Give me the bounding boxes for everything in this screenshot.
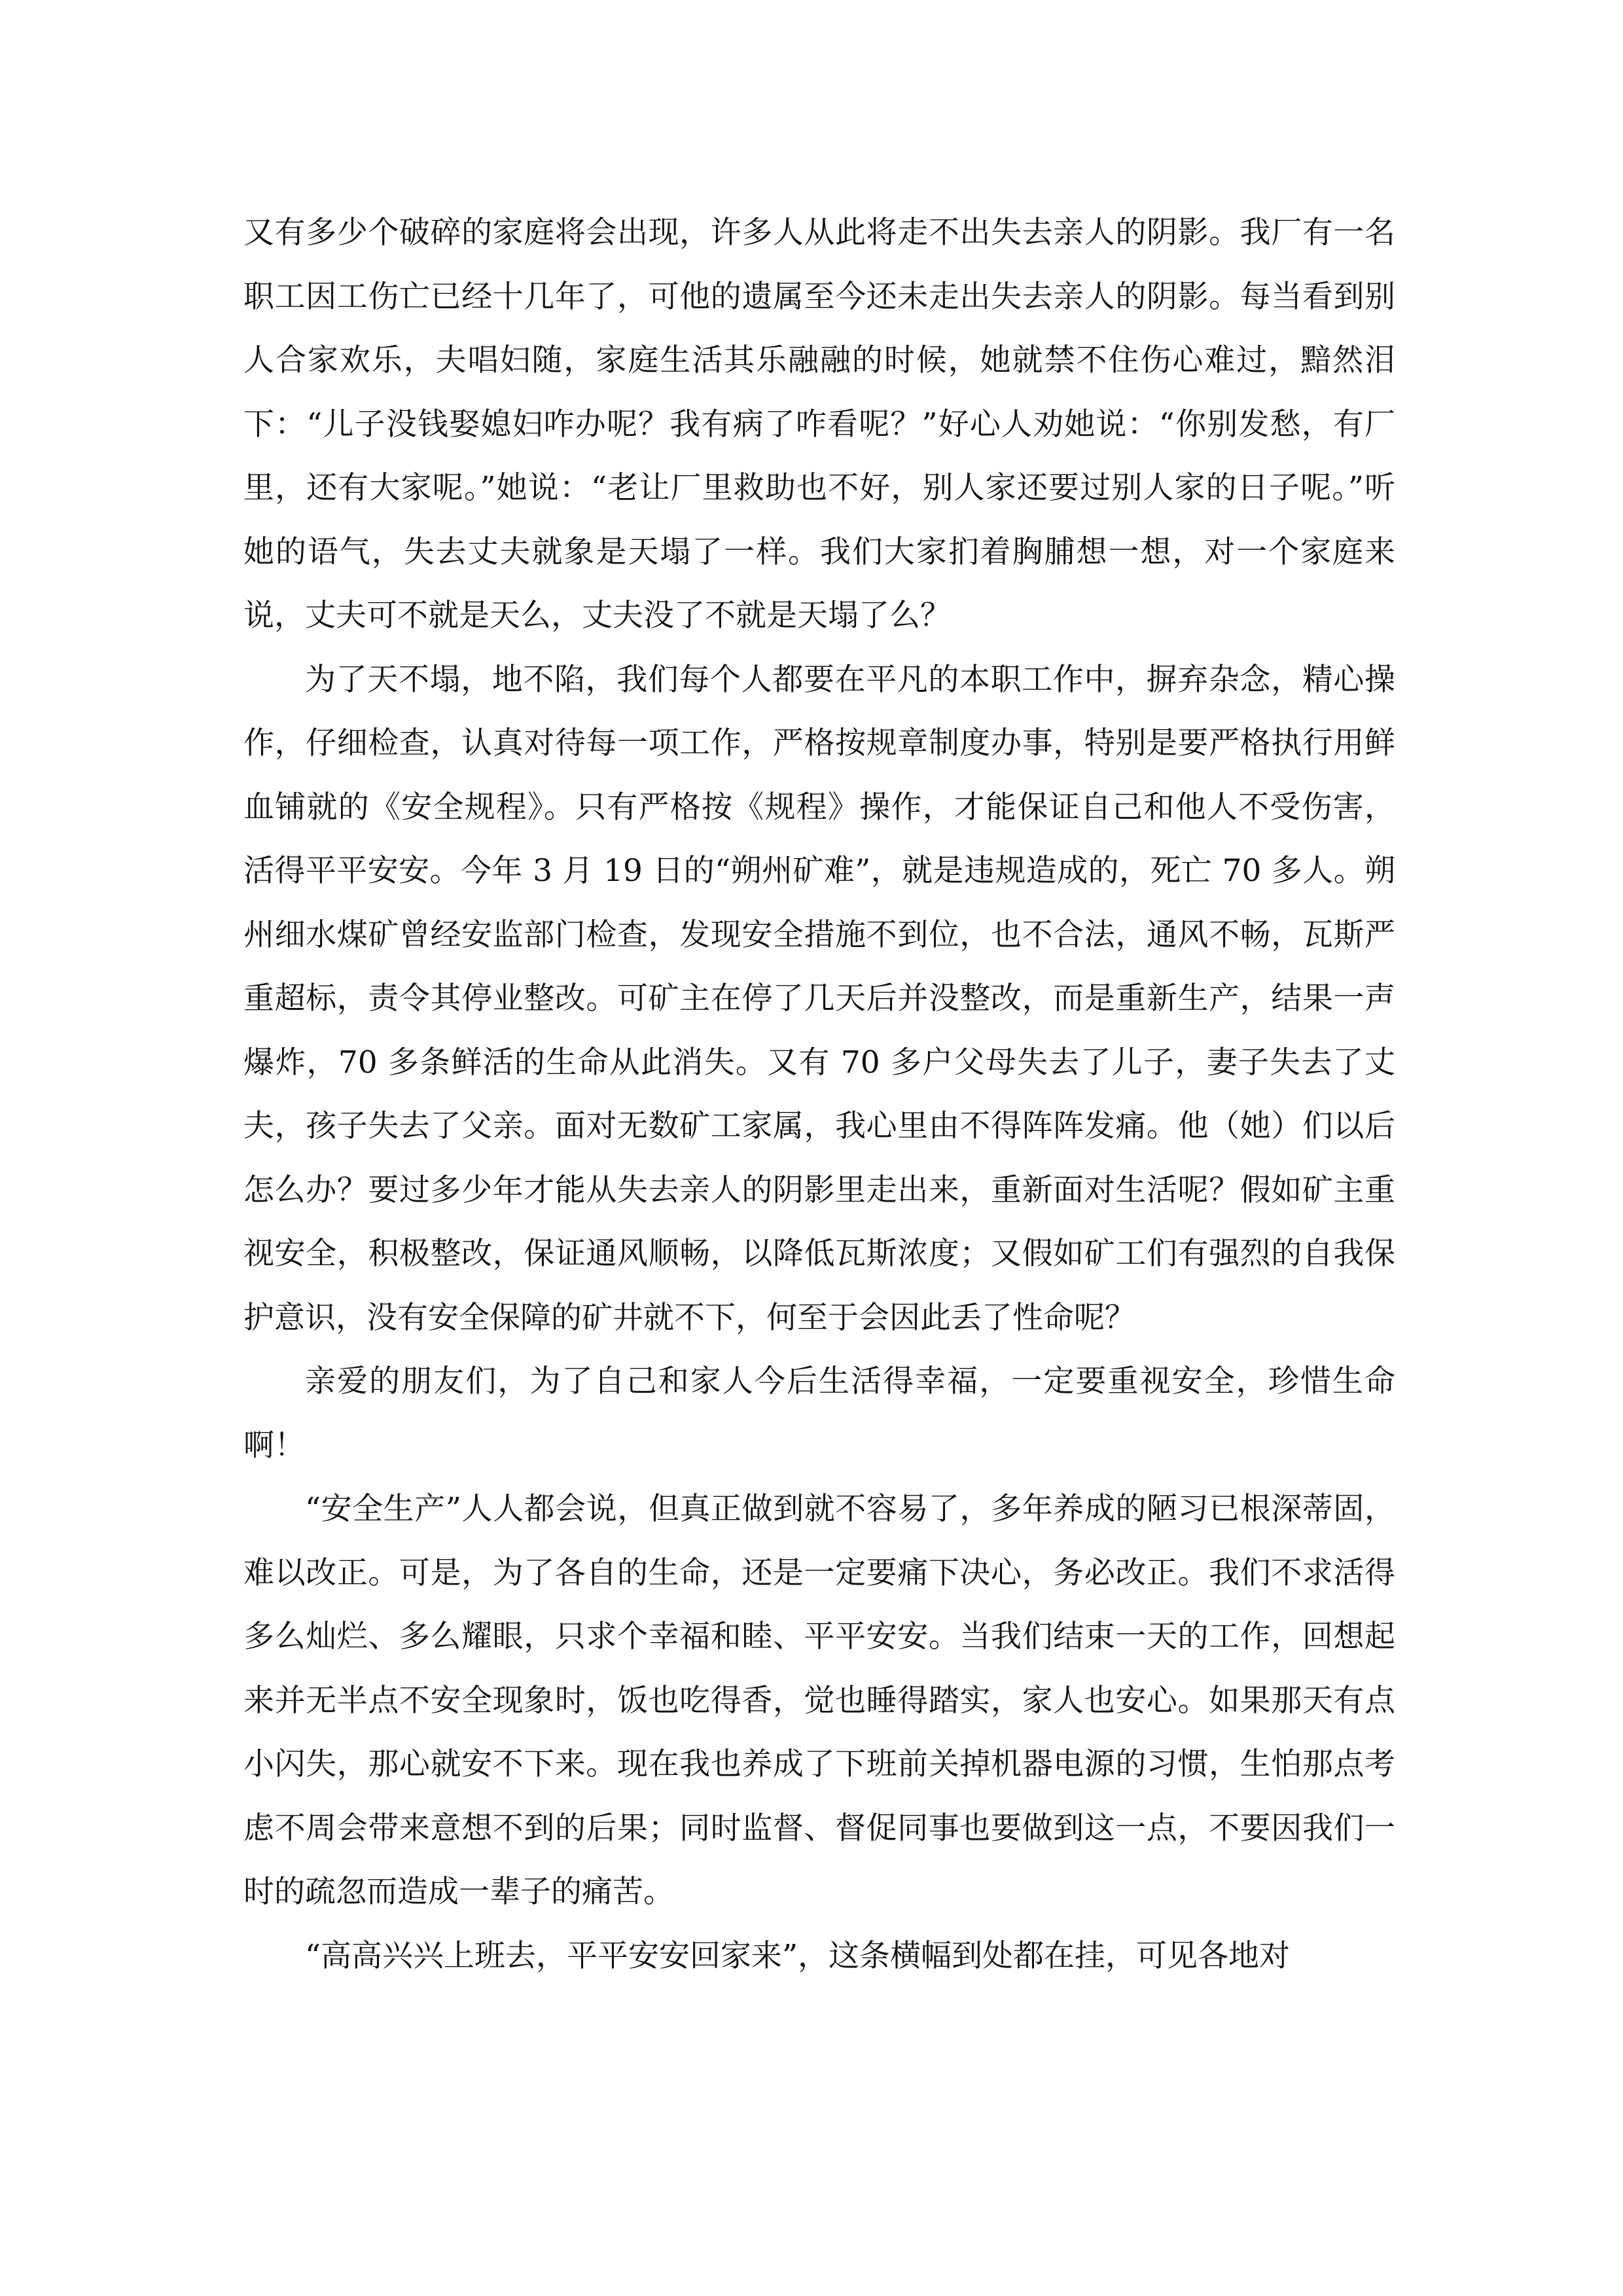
- paragraph-1: 又有多少个破碎的家庭将会出现，许多人从此将走不出失去亲人的阴影。我厂有一名职工因工伤亡已经十几年了，可他的遗属至今还未走出失去亲人的阴影。每当看到别人合家欢乐，夫唱妇随，家庭生活其乐融融的时候，她就禁不住伤心难过，黯然泪下：“儿子没钱娶媳妇咋办呢？我有病了咋看呢？”好心人劝她说：“你别发愁，有厂里，还有大家呢。”她说：“老让厂里救助也不好，别人家还要过别人家的日子呢。”听她的语气，失去丈夫就象是天塌了一样。我们大家扪着胸脯想一想，对一个家庭来说，丈夫可不就是天么，丈夫没了不就是天塌了么？: [243, 215, 1395, 634]
- paragraph-5: “高高兴兴上班去，平平安安回家来”，这条横幅到处都在挂，可见各地对: [305, 1937, 1291, 1974]
- paragraph-4: “安全生产”人人都会说，但真正做到就不容易了，多年养成的陋习已根深蒂固，难以改正。可是，为了各自的生命，还是一定要痛下决心，务必改正。我们不求活得多么灿烂、多么耀眼，只求个幸福和睦、平平安安。当我们结束一天的工作，回想起来并无半点不安全现象时，饭也吃得香，觉也睡得踏实，家人也安心。如果那天有点小闪失，那心就安不下来。现在我也养成了下班前关掉机器电源的习惯，生怕那点考虑不周会带来意想不到的后果；同时监督、督促同事也要做到这一点，不要因我们一时的疏忽而造成一辈子的痛苦。: [243, 1491, 1395, 1910]
- body-text: [243, 201, 1395, 1988]
- paragraph-3: 亲爱的朋友们，为了自己和家人今后生活得幸福，一定要重视安全，珍惜生命啊！: [243, 1363, 1395, 1463]
- paragraph-2: 为了天不塌，地不陷，我们每个人都要在平凡的本职工作中，摒弃杂念，精心操作，仔细检查，认真对待每一项工作，严格按规章制度办事，特别是要严格执行用鲜血铺就的《安全规程》。只有严格按《规程》操作，才能保证自己和他人不受伤害，活得平平安安。今年 3 月 19 日的“朔州矿难”，就是违规造成的，死亡 70 多人。朔州细水煤矿曾经安监部门检查，发现安全措施不到位，也不合法，通风不畅，瓦斯严重超标，责令其停业整改。可矿主在停了几天后并没整改，而是重新生产，结果一声爆炸，70 多条鲜活的生命从此消失。又有 70 多户父母失去了儿子，妻子失去了丈夫，孩子失去了父亲。面对无数矿工家属，我心里由不得阵阵发痛。他（她）们以后怎么办？要过多少年才能从失去亲人的阴影里走出来，重新面对生活呢？假如矿主重视安全，积极整改，保证通风顺畅，以降低瓦斯浓度；又假如矿工们有强烈的自我保护意识，没有安全保障的矿井就不下，何至于会因此丢了性命呢？: [243, 661, 1395, 1336]
